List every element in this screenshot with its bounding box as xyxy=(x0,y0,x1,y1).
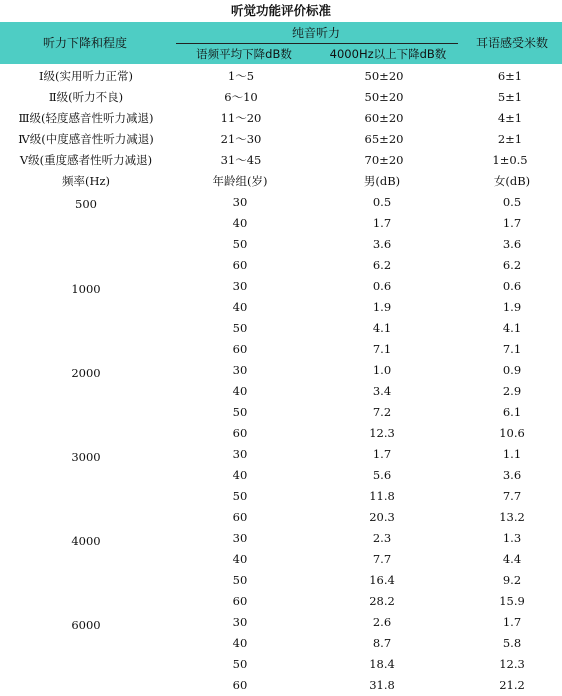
table-row xyxy=(0,276,562,297)
female-cell: 7.1 xyxy=(502,342,522,356)
female-cell: 7.7 xyxy=(502,489,522,503)
female-cell: 6.2 xyxy=(502,258,522,272)
frequency-label: 1000 xyxy=(71,282,101,296)
grade-row xyxy=(0,87,562,108)
female-cell: 12.3 xyxy=(499,657,525,671)
header-whisper-distance: 耳语感受米数 xyxy=(475,36,548,50)
male-cell: 3.6 xyxy=(372,237,392,251)
grade-high-loss: 70±20 xyxy=(364,153,404,167)
age-cell: 50 xyxy=(232,489,248,503)
female-cell: 21.2 xyxy=(499,678,525,692)
grade-row xyxy=(0,108,562,129)
male-cell: 7.1 xyxy=(372,342,392,356)
female-cell: 4.1 xyxy=(502,321,522,335)
sub-header-row xyxy=(0,171,562,192)
male-cell: 2.6 xyxy=(372,615,392,629)
age-cell: 40 xyxy=(232,300,248,314)
age-cell: 40 xyxy=(232,384,248,398)
grade-high-loss: 65±20 xyxy=(364,132,404,146)
table-row xyxy=(0,591,562,612)
grade-name: Ⅴ级(重度感者性听力减退) xyxy=(19,153,153,167)
male-cell: 16.4 xyxy=(369,573,395,587)
grade-whisper: 1±0.5 xyxy=(492,153,528,167)
male-cell: 1.0 xyxy=(372,363,392,377)
table-row xyxy=(0,318,562,339)
table-row xyxy=(0,633,562,654)
age-cell: 60 xyxy=(232,594,248,608)
age-cell: 40 xyxy=(232,216,248,230)
female-cell: 13.2 xyxy=(499,510,525,524)
age-cell: 50 xyxy=(232,405,248,419)
grade-whisper: 2±1 xyxy=(497,132,523,146)
grade-whisper: 6±1 xyxy=(497,69,523,83)
female-cell: 0.5 xyxy=(502,195,522,209)
grade-high-loss: 50±20 xyxy=(364,69,404,83)
grade-row xyxy=(0,129,562,150)
male-cell: 18.4 xyxy=(369,657,395,671)
female-cell: 10.6 xyxy=(499,426,525,440)
header-pure-tone: 纯音听力 xyxy=(291,26,340,40)
table-row xyxy=(0,528,562,549)
grade-speech-loss: 6～10 xyxy=(224,90,258,104)
age-cell: 30 xyxy=(232,279,248,293)
table-row xyxy=(0,612,562,633)
frequency-label: 4000 xyxy=(71,534,101,548)
grade-speech-loss: 11～20 xyxy=(220,111,262,125)
female-cell: 0.6 xyxy=(502,279,522,293)
sub-header-female: 女(dB) xyxy=(493,174,531,188)
male-cell: 31.8 xyxy=(369,678,395,692)
sub-header-male: 男(dB) xyxy=(363,174,401,188)
grade-name: Ⅳ级(中度感音性听力减退) xyxy=(18,132,154,146)
table-row xyxy=(0,423,562,444)
table-row xyxy=(0,675,562,696)
grade-row xyxy=(0,66,562,87)
female-cell: 1.7 xyxy=(502,216,522,230)
header-hearing-loss-degree: 听力下降和程度 xyxy=(42,36,127,50)
age-cell: 40 xyxy=(232,636,248,650)
age-cell: 30 xyxy=(232,531,248,545)
female-cell: 5.8 xyxy=(502,636,522,650)
grade-whisper: 5±1 xyxy=(497,90,523,104)
male-cell: 12.3 xyxy=(369,426,395,440)
female-cell: 15.9 xyxy=(499,594,525,608)
female-cell: 6.1 xyxy=(502,405,522,419)
grade-row xyxy=(0,150,562,171)
male-cell: 0.6 xyxy=(372,279,392,293)
female-cell: 3.6 xyxy=(502,237,522,251)
female-cell: 1.3 xyxy=(502,531,522,545)
grade-high-loss: 60±20 xyxy=(364,111,404,125)
table-row xyxy=(0,297,562,318)
male-cell: 1.7 xyxy=(372,447,392,461)
grade-whisper: 4±1 xyxy=(497,111,523,125)
sub-header-frequency: 频率(Hz) xyxy=(61,174,111,188)
table-row xyxy=(0,213,562,234)
male-cell: 8.7 xyxy=(372,636,392,650)
male-cell: 6.2 xyxy=(372,258,392,272)
female-cell: 3.6 xyxy=(502,468,522,482)
table-row xyxy=(0,507,562,528)
age-cell: 40 xyxy=(232,468,248,482)
table-row xyxy=(0,360,562,381)
male-cell: 11.8 xyxy=(369,489,395,503)
table-row xyxy=(0,444,562,465)
sub-header-age-group: 年龄组(岁) xyxy=(212,174,268,188)
grade-name: Ⅲ级(轻度感音性听力减退) xyxy=(18,111,154,125)
frequency-label: 2000 xyxy=(71,366,101,380)
female-cell: 9.2 xyxy=(502,573,522,587)
age-cell: 60 xyxy=(232,678,248,692)
header-high-freq-loss: 4000Hz以上下降dB数 xyxy=(329,47,447,61)
male-cell: 2.3 xyxy=(372,531,392,545)
grade-speech-loss: 1～5 xyxy=(227,69,255,83)
grade-speech-loss: 31～45 xyxy=(220,153,262,167)
frequency-label: 500 xyxy=(75,197,97,211)
male-cell: 4.1 xyxy=(372,321,392,335)
table-row xyxy=(0,255,562,276)
table-row xyxy=(0,234,562,255)
male-cell: 1.9 xyxy=(372,300,392,314)
age-cell: 30 xyxy=(232,363,248,377)
grade-name: Ⅰ级(实用听力正常) xyxy=(38,69,133,83)
age-cell: 50 xyxy=(232,657,248,671)
age-cell: 30 xyxy=(232,195,248,209)
frequency-label: 3000 xyxy=(71,450,101,464)
table-row xyxy=(0,402,562,423)
female-cell: 1.9 xyxy=(502,300,522,314)
female-cell: 1.7 xyxy=(502,615,522,629)
grade-name: Ⅱ级(听力不良) xyxy=(48,90,124,104)
table-row xyxy=(0,381,562,402)
frequency-label: 6000 xyxy=(71,618,101,632)
grade-speech-loss: 21～30 xyxy=(220,132,262,146)
male-cell: 0.5 xyxy=(372,195,392,209)
table-row xyxy=(0,570,562,591)
male-cell: 7.2 xyxy=(372,405,392,419)
table-header xyxy=(0,22,562,64)
male-cell: 5.6 xyxy=(372,468,392,482)
male-cell: 3.4 xyxy=(372,384,392,398)
table-row xyxy=(0,486,562,507)
age-cell: 60 xyxy=(232,258,248,272)
male-cell: 7.7 xyxy=(372,552,392,566)
age-cell: 60 xyxy=(232,510,248,524)
female-cell: 0.9 xyxy=(502,363,522,377)
age-cell: 60 xyxy=(232,426,248,440)
age-cell: 50 xyxy=(232,573,248,587)
female-cell: 1.1 xyxy=(502,447,522,461)
male-cell: 1.7 xyxy=(372,216,392,230)
age-cell: 50 xyxy=(232,321,248,335)
male-cell: 28.2 xyxy=(369,594,395,608)
age-cell: 50 xyxy=(232,237,248,251)
table-row xyxy=(0,192,562,213)
age-cell: 30 xyxy=(232,615,248,629)
header-speech-freq-loss: 语频平均下降dB数 xyxy=(196,47,292,61)
female-cell: 2.9 xyxy=(502,384,522,398)
table-row xyxy=(0,339,562,360)
table-row xyxy=(0,654,562,675)
table-title: 听觉功能评价标准 xyxy=(230,3,331,18)
table-row xyxy=(0,549,562,570)
grade-high-loss: 50±20 xyxy=(364,90,404,104)
age-cell: 30 xyxy=(232,447,248,461)
age-cell: 60 xyxy=(232,342,248,356)
age-cell: 40 xyxy=(232,552,248,566)
male-cell: 20.3 xyxy=(369,510,395,524)
female-cell: 4.4 xyxy=(502,552,522,566)
table-row xyxy=(0,465,562,486)
